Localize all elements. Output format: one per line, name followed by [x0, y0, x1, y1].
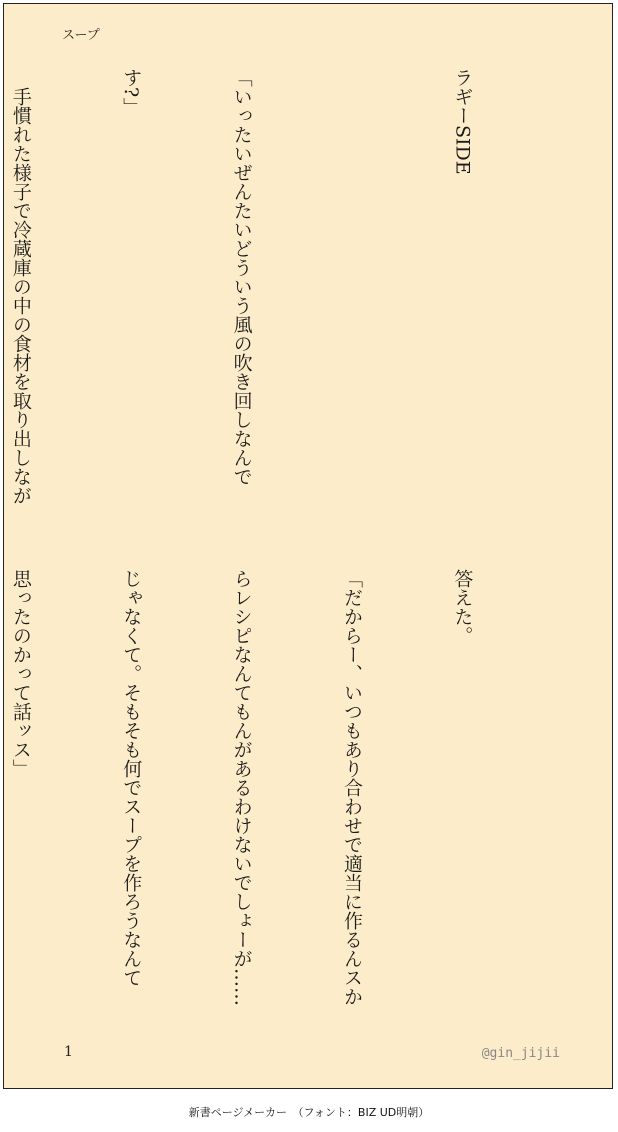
text-column: 「いったいぜんたいどういう風の吹き回しなんで	[230, 68, 253, 486]
text-column: 答えた。	[451, 569, 474, 645]
text-column: らレシピなんてもんがあるわけないでしょーが……	[230, 569, 253, 1006]
text-column: 思ったのかって話ッス」	[9, 569, 32, 778]
text-column: ラギーSIDE	[451, 68, 474, 175]
text-column: 「だからー、いつもあり合わせで適当に作るんスか	[341, 569, 364, 1006]
text-column	[333, 68, 370, 518]
lower-text-block	[9, 569, 554, 1019]
upper-text-block	[9, 68, 554, 518]
page-number: 1	[64, 1044, 73, 1060]
book-page	[3, 3, 613, 1089]
text-column: 手慣れた様子で冷蔵庫の中の食材を取り出しなが	[9, 68, 32, 505]
footer-credit: 新書ページメーカー （フォント：BIZ UD明朝）	[188, 1106, 430, 1119]
author-handle: @gin_jijii	[481, 1046, 560, 1061]
text-column: じゃなくて。そもそも何でスープを作ろうなんて	[120, 569, 143, 987]
running-title: スープ	[62, 28, 100, 43]
text-column: す?」	[120, 68, 143, 117]
